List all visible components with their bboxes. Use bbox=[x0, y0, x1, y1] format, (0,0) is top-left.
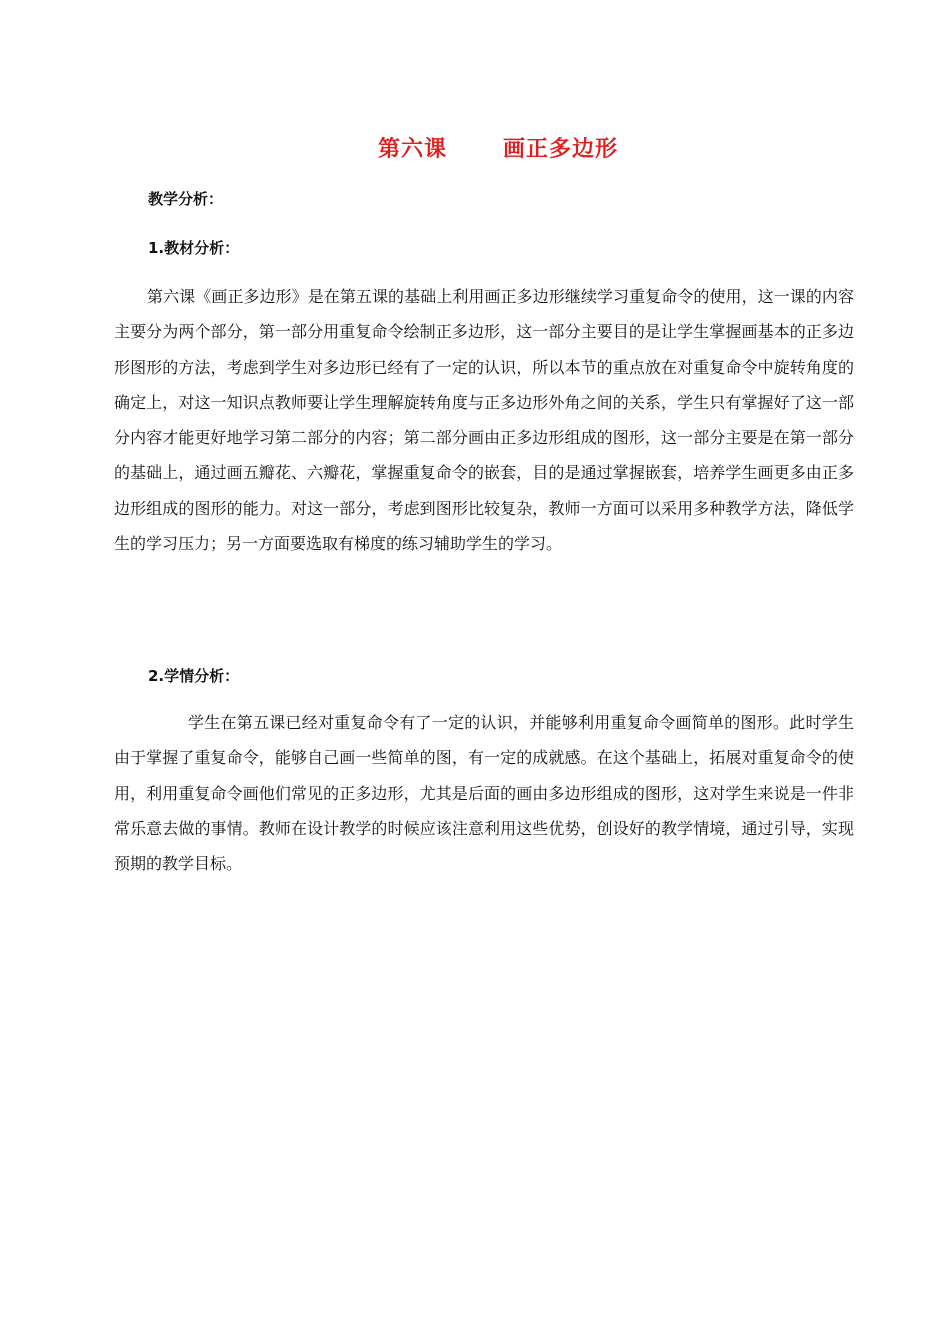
title-lesson-number: 第六课 bbox=[377, 137, 447, 162]
paragraph-student-analysis: 学生在第五课已经对重复命令有了一定的认识，并能够利用重复命令画简单的图形。此时学生由于掌握了重复命令，能够自己画一些简单的图，有一定的成就感。在这个基础上，拓展对重复命令的使用，利用重复命令画他们常见的正多边形，尤其是后面的画由多边形组成的图形，这对学生来说是一件非常乐意去做的事情。教师在设计教学的时候应该注意利用这些优势，创设好的教学情境，通过引导，实现预期的教学目标。 bbox=[114, 713, 854, 874]
paragraph-textbook-analysis: 第六课《画正多边形》是在第五课的基础上利用画正多边形继续学习重复命令的使用，这一课的内容主要分为两个部分，第一部分用重复命令绘制正多边形，这一部分主要目的是让学生掌握画基本的正多边形图形的方法，考虑到学生对多边形已经有了一定的认识，所以本节的重点放在对重复命令中旋转角度的确定上，对这一知识点教师要让学生理解旋转角度与正多边形外角之间的关系，学生只有掌握好了这一部分内容才能更好地学习第二部分的内容；第二部分画由正多边形组成的图形，这一部分主要是在第一部分的基础上，通过画五瓣花、六瓣花，掌握重复命令的嵌套，目的是通过掌握嵌套，培养学生画更多由正多边形组成的图形的能力。对这一部分，考虑到图形比较复杂，教师一方面可以采用多种教学方法，降低学生的学习压力；另一方面要选取有梯度的练习辅助学生的学习。 bbox=[114, 287, 854, 554]
subsection-heading-textbook-analysis: 1.教材分析： bbox=[148, 239, 240, 257]
section-heading: 教学分析： bbox=[148, 190, 224, 208]
document-title bbox=[0, 132, 950, 163]
subsection-heading-student-analysis: 2.学情分析： bbox=[148, 667, 240, 685]
title-lesson-name: 画正多边形 bbox=[503, 137, 619, 162]
